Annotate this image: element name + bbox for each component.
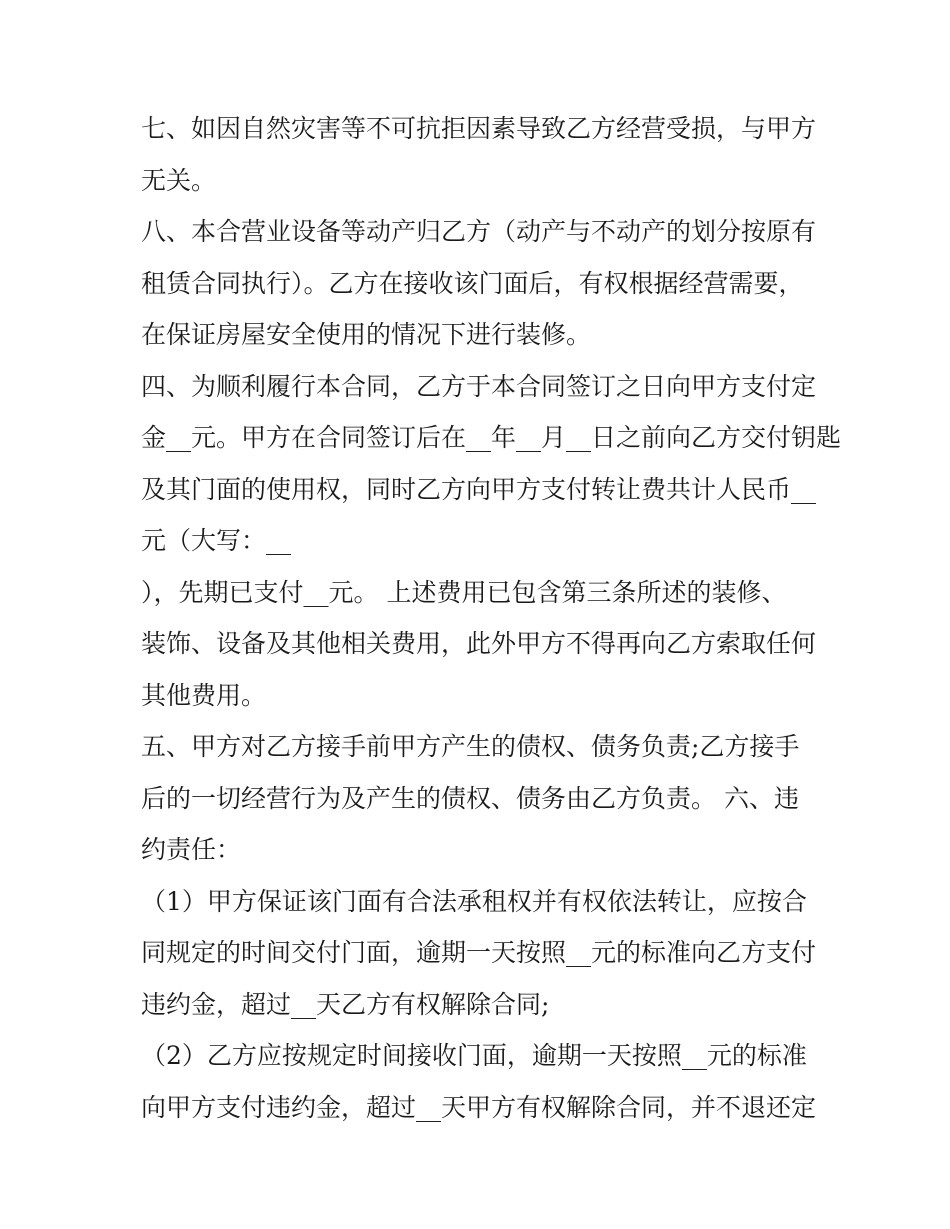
text-line: 违约金，超过__天乙方有权解除合同;	[141, 989, 550, 1019]
text-line: 约责任：	[141, 835, 242, 864]
text-line: 其他费用。	[141, 680, 267, 710]
text-line: 无关。	[141, 165, 217, 195]
text-line: 四、为顺利履行本合同，乙方于本合同签订之日向甲方支付定	[141, 371, 817, 401]
text-line: 向甲方支付违约金，超过__天甲方有权解除合同，并不退还定	[141, 1092, 817, 1122]
text-line: 同规定的时间交付门面，逾期一天按照__元的标准向乙方支付	[141, 938, 817, 967]
text-line: 金__元。甲方在合同签订后在__年__月__日之前向乙方交付钥匙	[141, 423, 842, 452]
text-line: 元（大写：__	[141, 526, 292, 555]
text-line: 七、如因自然灾害等不可抗拒因素导致乙方经营受损，与甲方	[141, 114, 817, 143]
text-line: （1）甲方保证该门面有合法承租权并有权依法转让，应按合	[141, 886, 807, 916]
text-line: 八、本合营业设备等动产归乙方（动产与不动产的划分按原有	[141, 217, 817, 246]
text-line: 后的一切经营行为及产生的债权、债务由乙方负责。 六、违	[141, 783, 799, 813]
text-line: （2）乙方应按规定时间接收门面，逾期一天按照__元的标准	[141, 1041, 807, 1070]
text-line: 装饰、设备及其他相关费用，此外甲方不得再向乙方索取任何	[141, 629, 817, 658]
contract-text	[141, 103, 842, 1133]
text-line: 在保证房屋安全使用的情况下进行装修。	[141, 320, 592, 349]
text-line: 五、甲方对乙方接手前甲方产生的债权、债务负责;乙方接手	[141, 732, 800, 761]
text-line: 租赁合同执行）。乙方在接收该门面后，有权根据经营需要，	[141, 268, 804, 298]
text-line: ），先期已支付__元。 上述费用已包含第三条所述的装修、	[141, 577, 787, 607]
text-line: 及其门面的使用权，同时乙方向甲方支付转让费共计人民币__	[141, 474, 817, 504]
